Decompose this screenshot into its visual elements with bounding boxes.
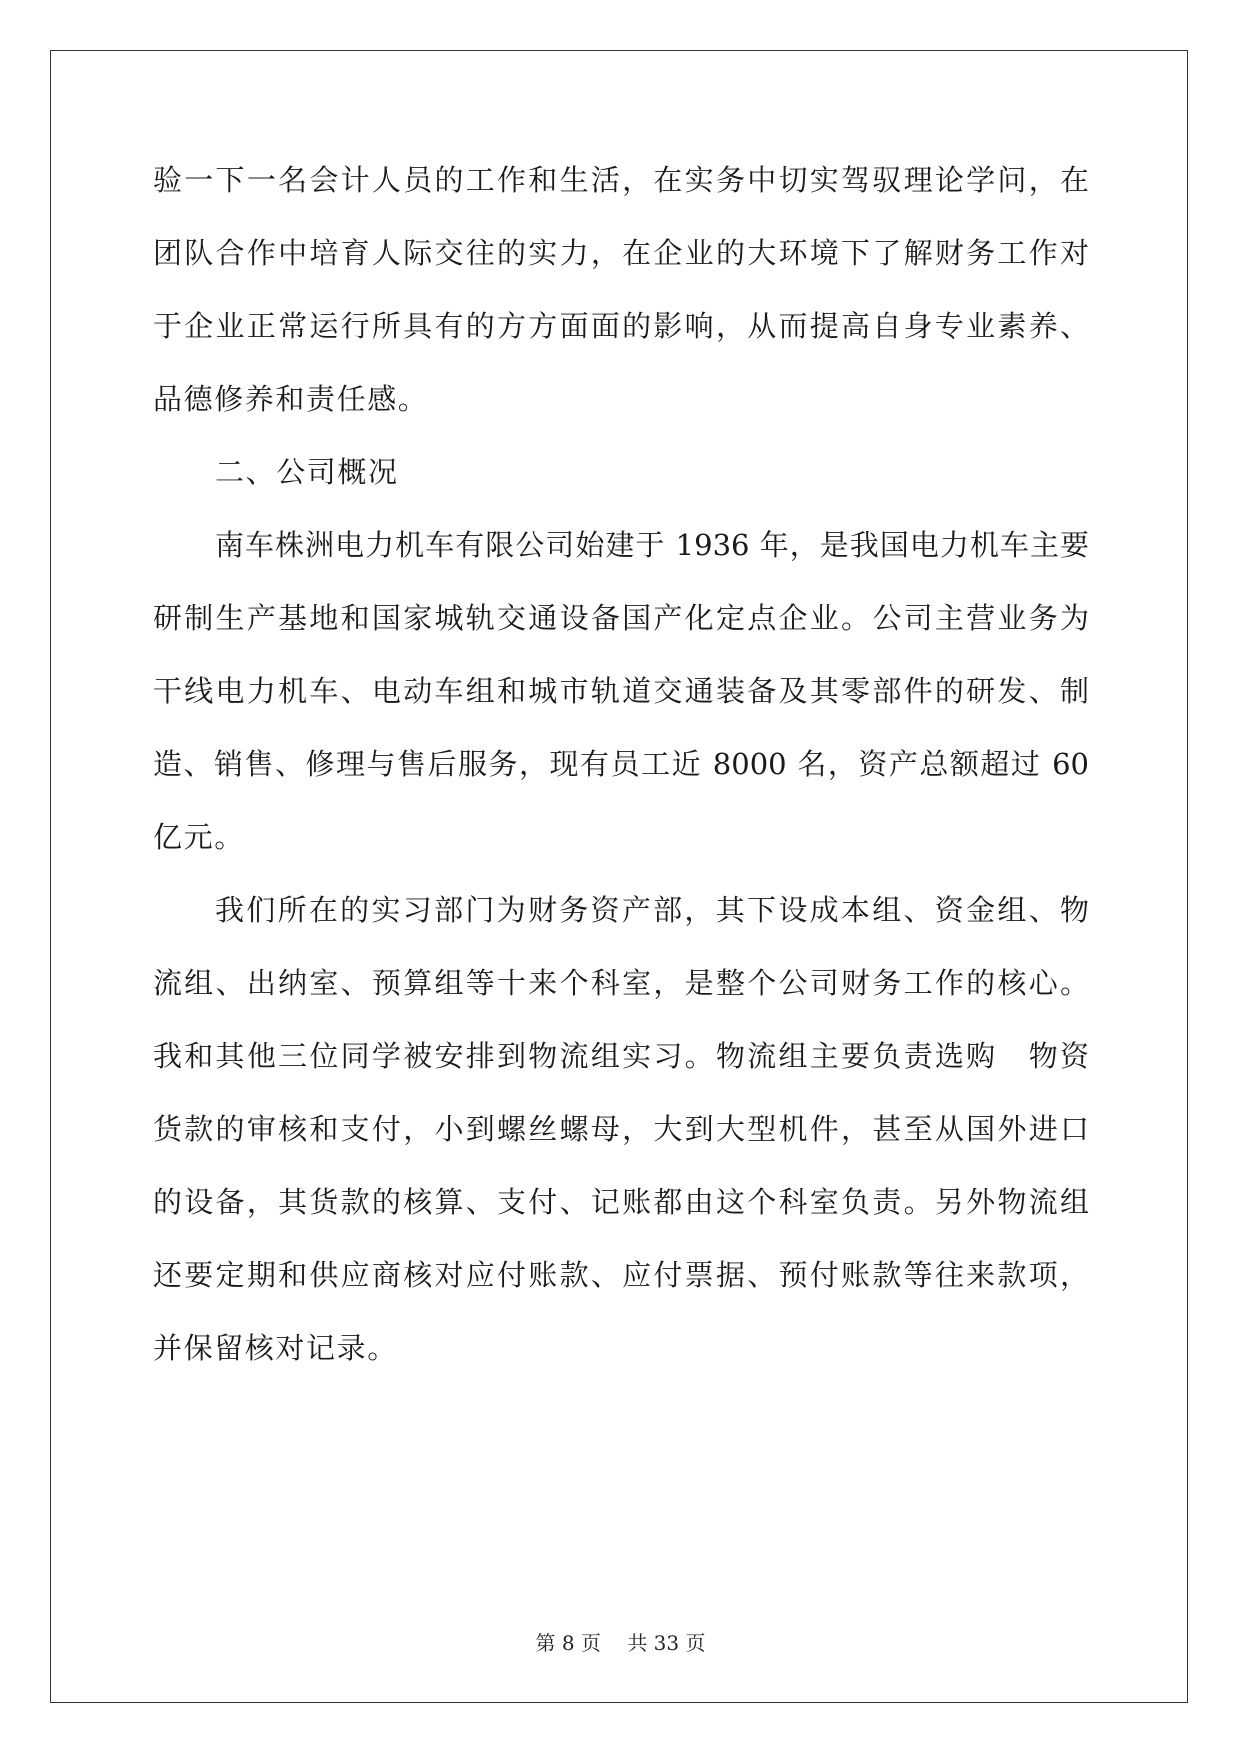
text-line: 我和其他三位同学被安排到物流组实习。物流组主要负责选购 物资 (153, 1039, 1089, 1073)
text-line: 品德修养和责任感。 (153, 382, 429, 416)
text-line: 研制生产基地和国家城轨交通设备国产化定点企业。公司主营业务为 (153, 601, 1089, 635)
text-line: 货款的审核和支付，小到螺丝螺母，大到大型机件，甚至从国外进口 (153, 1112, 1089, 1146)
text-line: 我们所在的实习部门为财务资产部，其下设成本组、资金组、物 (215, 893, 1089, 927)
page-footer (0, 1631, 1241, 1655)
text-line: 还要定期和供应商核对应付账款、应付票据、预付账款等往来款项， (153, 1258, 1089, 1292)
text-line: 干线电力机车、电动车组和城市轨道交通装备及其零部件的研发、制 (153, 674, 1089, 708)
text-line: 的设备，其货款的核算、支付、记账都由这个科室负责。另外物流组 (153, 1185, 1089, 1219)
text-line: 于企业正常运行所具有的方方面面的影响，从而提高自身专业素养、 (153, 309, 1089, 343)
page-border (50, 50, 1188, 1703)
page-number: 第 8 页 (535, 1631, 601, 1655)
text-line: 南车株洲电力机车有限公司始建于 1936 年，是我国电力机车主要 (215, 528, 1089, 562)
page-total: 共 33 页 (627, 1631, 706, 1655)
text-line: 并保留核对记录。 (153, 1331, 398, 1365)
text-line: 验一下一名会计人员的工作和生活，在实务中切实驾驭理论学问，在 (153, 163, 1089, 197)
section-heading: 二、公司概况 (215, 455, 399, 489)
text-line: 造、销售、修理与售后服务，现有员工近 8000 名，资产总额超过 60 (153, 747, 1089, 781)
text-line: 亿元。 (153, 820, 245, 854)
text-line: 团队合作中培育人际交往的实力，在企业的大环境下了解财务工作对 (153, 236, 1089, 270)
text-line: 流组、出纳室、预算组等十来个科室，是整个公司财务工作的核心。 (153, 966, 1089, 1000)
